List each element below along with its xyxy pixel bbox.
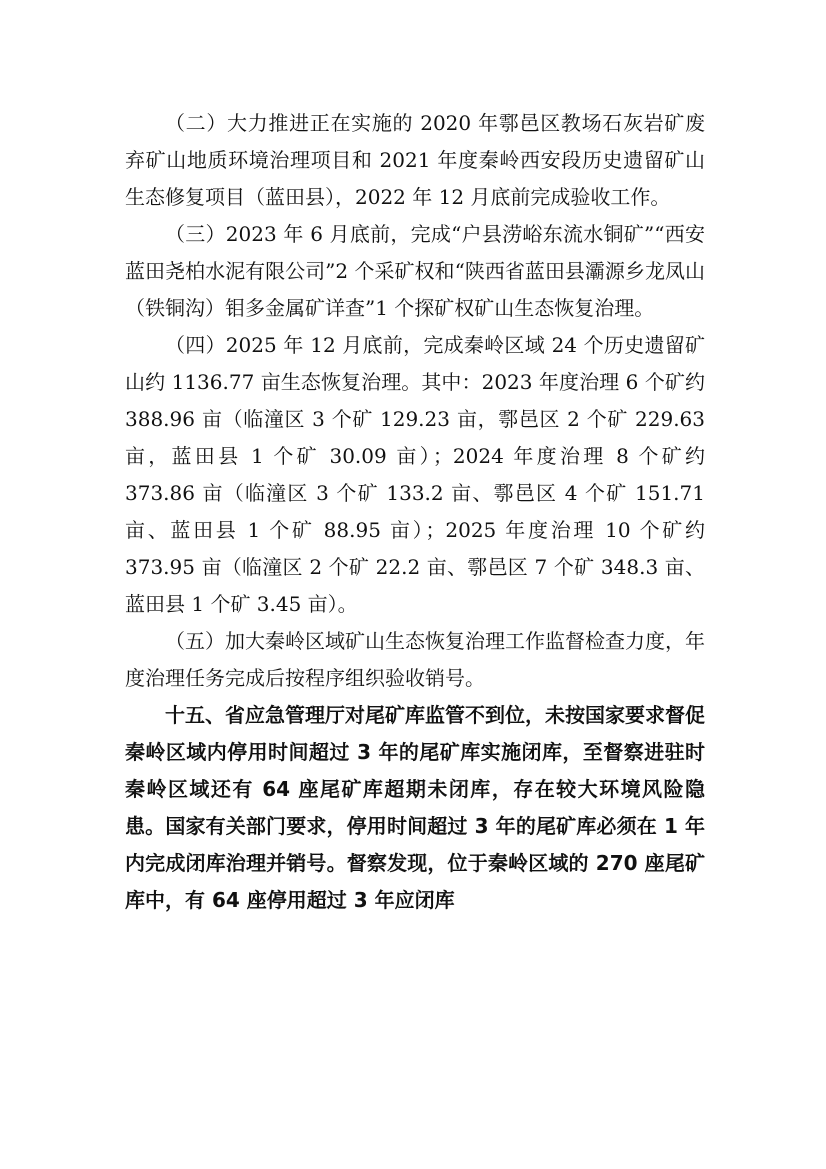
paragraph-item-5: （五）加大秦岭区域矿山生态恢复治理工作监督检查力度，年度治理任务完成后按程序组织验收销号。 bbox=[125, 629, 705, 690]
paragraph-item-3: （三）2023 年 6 月底前，完成“户县涝峪东流水铜矿”“西安蓝田尧柏水泥有限公司”2 个采矿权和“陕西省蓝田县灞源乡龙凤山（铁铜沟）钼多金属矿详查”1 个探矿权矿山生态恢复治理。 bbox=[125, 222, 705, 320]
paragraph-item-4: （四）2025 年 12 月底前，完成秦岭区域 24 个历史遗留矿山约 1136.77 亩生态恢复治理。其中：2023 年度治理 6 个矿约 388.96 亩（临潼区 3 个矿 129.23 亩，鄠邑区 2 个矿 229.63 亩，蓝田县 1 个矿 30.09 亩）；2024 年度治理 8 个矿约 373.86 亩（临潼区 3 个矿 133.2 亩、鄠邑区 4 个矿 151.71 亩、蓝田县 1 个矿 88.95 亩）；2025 年度治理 10 个矿约 373.95 亩（临潼区 2 个矿 22.2 亩、鄠邑区 7 个矿 348.3 亩、蓝田县 1 个矿 3.45 亩）。 bbox=[125, 333, 705, 616]
section-15-heading: 十五、省应急管理厅对尾矿库监管不到位，未按国家要求督促秦岭区域内停用时间超过 3 年的尾矿库实施闭库，至督察进驻时秦岭区域还有 64 座尾矿库超期未闭库，存在较大环境风险隐患。 bbox=[125, 703, 705, 838]
section-15-continuation: 国家有关部门要求，停用时间超过 3 年的尾矿库必须在 1 年内完成闭库治理并销号。督察发现，位于秦岭区域的 270 座尾矿库中，有 64 座停用超过 3 年应闭库 bbox=[125, 814, 706, 912]
paragraph-item-2: （二）大力推进正在实施的 2020 年鄠邑区教场石灰岩矿废弃矿山地质环境治理项目和 2021 年度秦岭西安段历史遗留矿山生态修复项目（蓝田县），2022 年 12 月底前完成验收工作。 bbox=[125, 111, 705, 209]
document-body bbox=[125, 105, 705, 919]
paragraph-section-15 bbox=[125, 697, 705, 919]
